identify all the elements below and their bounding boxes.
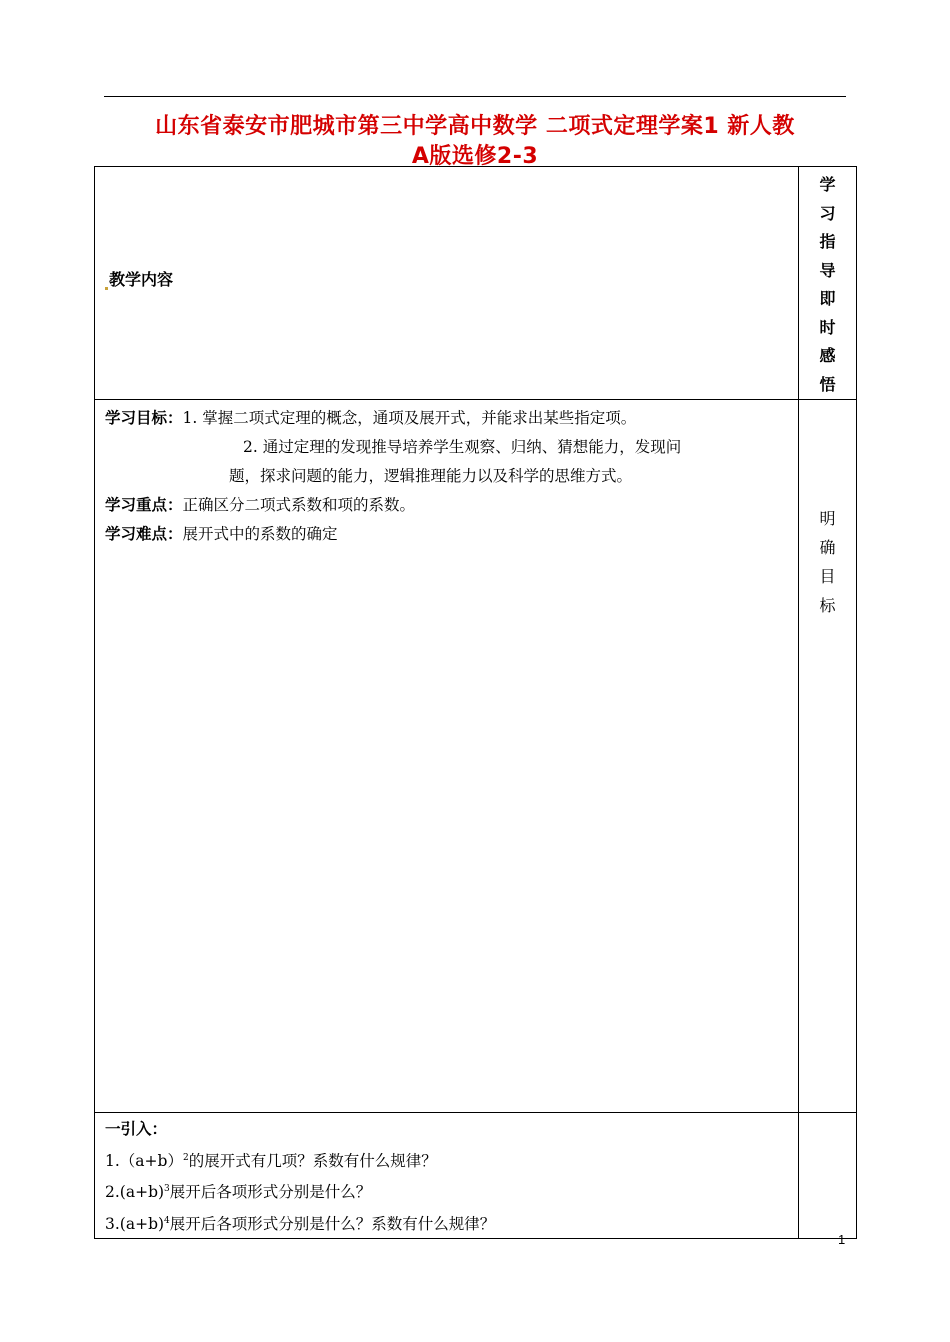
key-point-line (105, 491, 798, 520)
question-2 (105, 1175, 798, 1207)
lesson-table (94, 166, 857, 1239)
goals-block (95, 400, 798, 549)
goals-row (95, 400, 857, 1113)
header-rule (104, 96, 846, 97)
side-note-char: 标 (819, 596, 836, 615)
side-note-char: 明 (819, 509, 836, 528)
side-header-char: 感 (819, 346, 836, 365)
title-line-2: A版选修2-3 (411, 144, 539, 169)
difficulty-text: 展开式中的系数的确定 (182, 525, 338, 543)
intro-label: 一引入： (105, 1120, 168, 1138)
side-header-char: 悟 (819, 374, 836, 394)
q1-exponent: 2 (182, 1152, 189, 1163)
side-header-char: 即 (819, 289, 836, 308)
document-title (96, 112, 854, 172)
q2-suffix: 展开后各项形式分别是什么？ (169, 1183, 372, 1201)
side-note (799, 400, 856, 620)
q1-prefix: 1.（a+b） (105, 1151, 183, 1170)
side-header-char: 学 (819, 175, 836, 194)
question-1 (105, 1144, 798, 1176)
goal-1-text: 1. 掌握二项式定理的概念，通项及展开式，并能求出某些指定项。 (182, 409, 637, 427)
table-header-row (95, 167, 857, 400)
intro-cell (95, 1113, 799, 1239)
question-3 (105, 1207, 798, 1239)
side-header-char: 指 (819, 232, 836, 251)
key-text: 正确区分二项式系数和项的系数。 (182, 496, 416, 514)
side-note-cell (799, 400, 857, 1113)
intro-row (95, 1113, 857, 1239)
side-note-char: 目 (819, 567, 836, 586)
side-header-char: 时 (819, 317, 836, 337)
goal-label: 学习目标： (105, 409, 183, 427)
content-header: 教学内容 (109, 270, 174, 289)
q3-exponent: 4 (164, 1215, 170, 1226)
q3-suffix: 展开后各项形式分别是什么？系数有什么规律？ (169, 1214, 496, 1233)
content-header-cell (95, 167, 799, 400)
difficulty-label: 学习难点： (105, 525, 183, 543)
goal-2b-text: 题，探求问题的能力，逻辑推理能力以及科学的思维方式。 (229, 467, 633, 485)
page-number: 1 (838, 1232, 846, 1247)
marker-dot (105, 287, 108, 290)
q3-prefix: 3.(a+b) (105, 1214, 165, 1233)
intro-side-cell (799, 1113, 857, 1239)
side-header-char: 习 (819, 203, 836, 223)
q2-exponent: 3 (164, 1184, 170, 1194)
intro-block (95, 1113, 798, 1238)
goal-line-1 (105, 404, 798, 433)
difficulty-line (105, 520, 798, 549)
side-header-cell (799, 167, 857, 400)
goals-cell (95, 400, 799, 1113)
goal-2a-text: 2. 通过定理的发现推导培养学生观察、归纳、猜想能力，发现问 (243, 438, 682, 456)
key-label: 学习重点： (105, 496, 183, 514)
q1-suffix: 的展开式有几项？系数有什么规律？ (188, 1151, 437, 1170)
side-header (799, 167, 856, 399)
title-line-1: 山东省泰安市肥城市第三中学高中数学 二项式定理学案1 新人教 (155, 114, 795, 139)
q2-prefix: 2.(a+b) (105, 1183, 165, 1201)
side-note-char: 确 (819, 538, 836, 557)
side-header-char: 导 (819, 260, 836, 280)
